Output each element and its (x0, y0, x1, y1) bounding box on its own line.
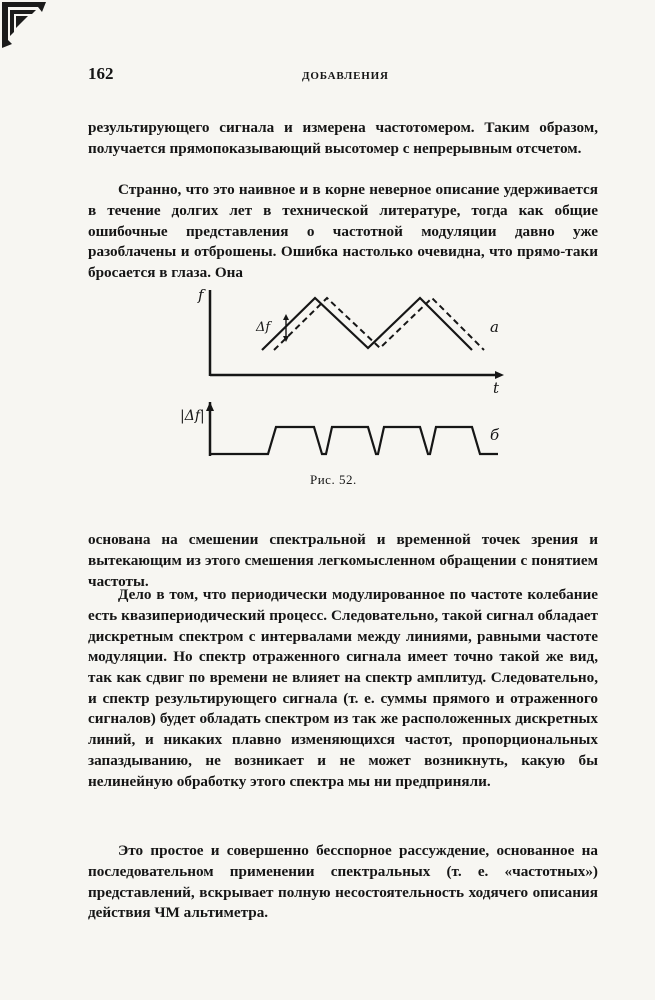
delta-f-axis-arrow-icon (206, 402, 214, 411)
graph-a-label: а (490, 318, 499, 336)
delta-f-label: Δf (256, 320, 271, 335)
trapezoid-pulse-line (210, 427, 498, 454)
graph-b (180, 402, 500, 456)
graph-b-label: б (490, 426, 500, 444)
delta-f-arrow-up-icon (283, 314, 289, 320)
paragraph-2: Странно, что это наивное и в корне неверное описание удерживается в течение долгих лет в технической литературе, тогда как общие ошибочные представления о частотной модуляции давно уже разоблачены и отброшены. Ошибка настолько очевидна, что прямо-таки бросается в глаза. Она (88, 181, 598, 281)
paragraph-3: основана на смешении спектральной и временной точек зрения и вытекающим из этого смешения легкомысленном обращении с понятием частоты. (88, 531, 598, 590)
figure-caption: Рис. 52. (310, 472, 357, 487)
paragraph-5: Это простое и совершенно бесспорное рассуждение, основанное на последовательном применении спектральных (т. е. «частотных») представлений, вскрывает полную несостоятельность ходячего описания действия ЧМ альтиметра. (88, 842, 598, 922)
t-axis-arrow-icon (495, 371, 504, 379)
corner-ornament-icon (2, 2, 48, 50)
running-head: ДОБАВЛЕНИЯ (302, 70, 389, 82)
graph-a (197, 286, 504, 397)
abs-delta-f-label: |Δf| (180, 408, 205, 424)
t-axis-label: t (493, 379, 500, 397)
paragraph-4: Дело в том, что периодически модулированное по частоте колебание есть квазипериодический процесс. Следовательно, такой сигнал обладает дискретным спектром с интервалами между линиями, равными частоте модуляции. Но спектр отраженного сигнала имеет точно такой же вид, так как сдвиг по времени не влияет на спектр амплитуд. Следовательно, и спектр результирующего сигнала (т. е. суммы прямого и отраженного сигналов) будет обладать спектром из так же расположенных дискретных линий, и никаких плавно изменяющихся частот, пропорциональных запаздыванию, не возникает и не может возникнуть, какую бы нелинейную обработку этого спектра мы ни предприняли. (88, 586, 598, 790)
figure-52 (180, 280, 520, 460)
page-number: 162 (88, 64, 114, 83)
paragraph-1: результирующего сигнала и измерена частотомером. Таким образом, получается прямопоказывающий высотомер с непрерывным отсчетом. (88, 119, 598, 157)
f-axis-label: f (198, 286, 204, 304)
